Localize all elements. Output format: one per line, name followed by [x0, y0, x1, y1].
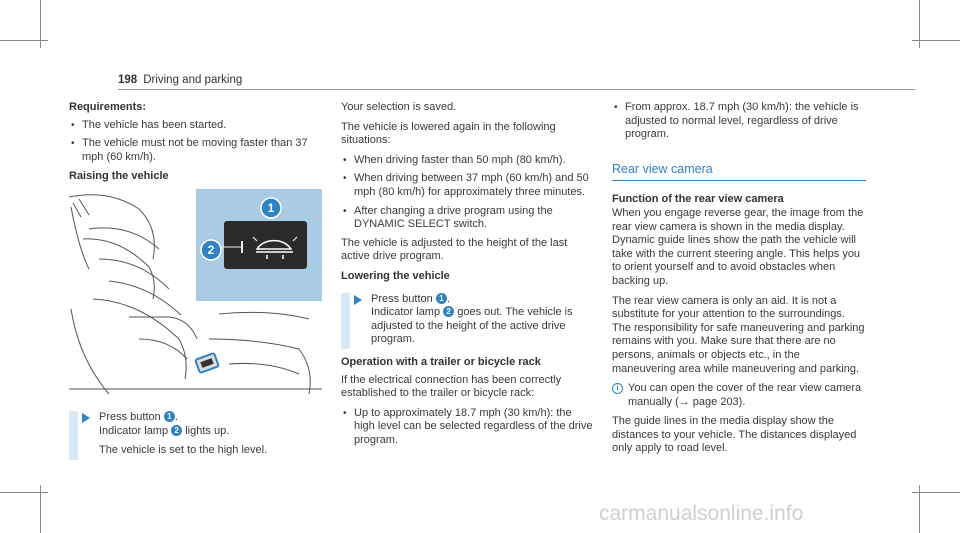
raising-heading: Raising the vehicle — [69, 170, 169, 183]
list-item: • When driving between 37 mph (60 km/h) and 50 mph (80 km/h) for approximately three minutes. — [341, 172, 595, 199]
left-column — [69, 101, 324, 188]
list-item: • Up to approximately 18.7 mph (30 km/h): the high level can be selected regardless of the drive program. — [341, 407, 595, 448]
callout-1: 1 — [436, 293, 447, 304]
section-name: Driving and parking — [143, 74, 243, 86]
lower-step: Press button 1 . Indicator lamp 2 goes out. The vehicle is adjusted to the height of the active drive program. — [341, 293, 595, 347]
center-console-illustration — [69, 189, 322, 400]
crop-mark — [0, 492, 48, 493]
callout-1: 1 — [164, 411, 175, 422]
list-item: • The vehicle must not be moving faster than 37 mph (60 km/h). — [69, 137, 324, 164]
note: i You can open the cover of the rear view camera manually (→ page 203). — [612, 382, 866, 409]
right-column — [612, 101, 866, 462]
lowering-heading: Lowering the vehicle — [341, 269, 450, 282]
list-item: • After changing a drive program using the DYNAMIC SELECT switch. — [341, 205, 595, 232]
paragraph: Your selection is saved. — [341, 101, 457, 113]
trailer-heading: Operation with a trailer or bicycle rack — [341, 355, 541, 368]
info-icon: i — [612, 383, 623, 394]
step-bar — [341, 293, 350, 349]
figure-callout-2: 2 — [207, 243, 215, 257]
raise-step: Press button 1 . Indicator lamp 2 lights up. The vehicle is set to the high level. — [69, 411, 324, 458]
paragraph: The vehicle is lowered again in the following situations: — [341, 120, 556, 147]
figure-callout-1: 1 — [267, 201, 275, 215]
list-item: • When driving faster than 50 mph (80 km/h). — [341, 154, 595, 168]
step-result: The vehicle is set to the high level. — [99, 444, 268, 457]
left-column-steps — [69, 411, 324, 463]
middle-column — [341, 101, 595, 452]
step-arrow-icon — [354, 295, 362, 305]
function-heading: Function of the rear view camera — [612, 193, 784, 206]
paragraph: The guide lines in the media display show the distances to your vehicle. The distances displayed only apply to road level. — [612, 415, 857, 455]
section-title: Rear view camera — [612, 161, 713, 176]
watermark: carmanualsonline.info — [599, 502, 804, 525]
paragraph: The vehicle is adjusted to the height of the last active drive program. — [341, 236, 568, 263]
requirements-heading: Requirements: — [69, 101, 147, 113]
page-number: 198 — [118, 74, 138, 86]
crop-mark — [912, 492, 960, 493]
crop-mark — [912, 40, 960, 41]
center-console-figure — [69, 189, 322, 400]
paragraph: If the electrical connection has been correctly established to the trailer or bicycle rack: — [341, 373, 562, 400]
paragraph: When you engage reverse gear, the image from the rear view camera is shown in the media display. Dynamic guide lines show the path the vehicle will take with the current steering angle. This helps you to orient yourself and to avoid obstacles when backing up. — [612, 206, 864, 287]
step-bar — [69, 411, 78, 460]
section-rule — [612, 180, 866, 181]
page-header — [118, 74, 242, 86]
paragraph: The rear view camera is only an aid. It is not a substitute for your attention to the surroundings. The responsibility for safe maneuvering and parking remains with you. Make sure that there are no persons, animals or objects etc., in the maneuvering area while maneuvering and parking. — [612, 294, 865, 375]
callout-2: 2 — [171, 425, 182, 436]
list-item: • The vehicle has been started. — [69, 119, 324, 133]
crop-mark — [0, 40, 48, 41]
step-arrow-icon — [82, 413, 90, 423]
list-item: • From approx. 18.7 mph (30 km/h): the vehicle is adjusted to normal level, regardless of drive program. — [612, 101, 866, 142]
header-rule — [118, 89, 915, 90]
callout-2: 2 — [443, 306, 454, 317]
